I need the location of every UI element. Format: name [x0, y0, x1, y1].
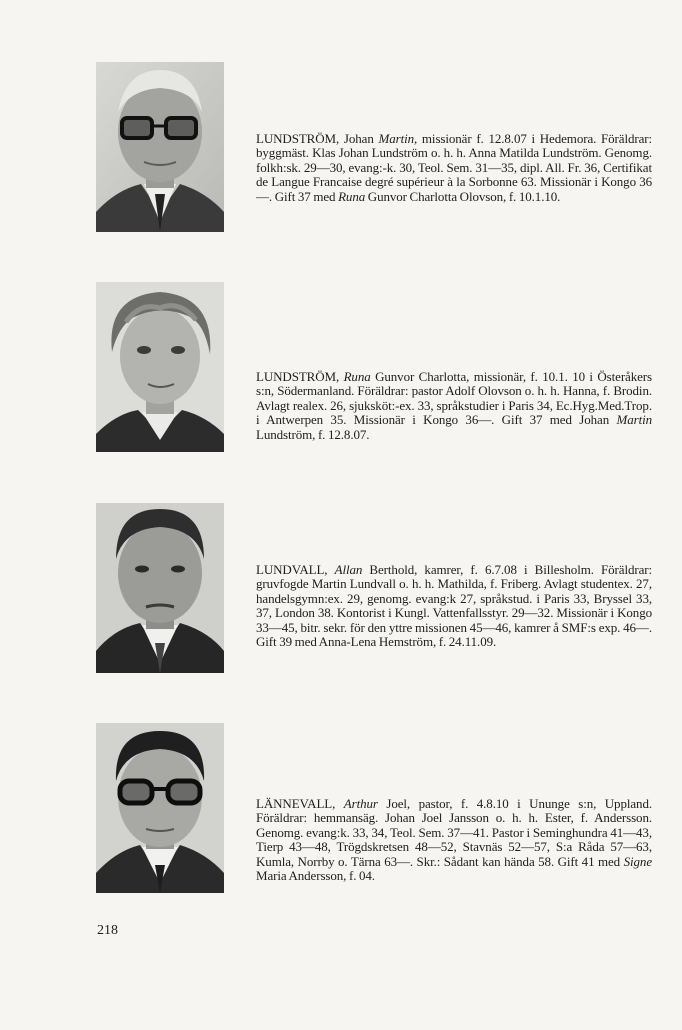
given-name-called: Martin,: [378, 131, 418, 146]
portrait-man-glasses-image: [96, 723, 224, 893]
page-number: 218: [97, 923, 118, 938]
spouse-name-called: Martin: [616, 412, 652, 428]
given-name-called: Allan: [334, 562, 363, 577]
portrait-man-glasses-image: [96, 62, 224, 232]
portrait-woman-image: [96, 282, 224, 452]
portrait-photo: [96, 62, 224, 232]
portrait-man-image: [96, 503, 224, 673]
biography-text: LUNDSTRÖM, Johan Martin, missionär f. 12.8.07 i Hedemora. Föräldrar: byggmäst. Klas Johan Lundström o. h. h. Anna Matilda Lundström. Genomg. folkh:sk. 29—30, evang:-k. 30, Teol. Sem. 31—35, dipl. All. Fr. 36, Certifikat de Langue Francaise degré supérieur à la Sorbonne 63. Missionär i Kongo 36—. Gift 37 med Runa Gunvor Charlotta Olovson, f. 10.1.10.: [256, 131, 652, 204]
bio-body-end: Lundström, f. 12.8.07.: [256, 426, 370, 442]
portrait-photo: [96, 723, 224, 893]
bio-body-end: Maria Andersson, f. 04.: [256, 868, 375, 884]
given-name-called: Runa: [343, 369, 371, 384]
bio-body-end: Gunvor Charlotta Olovson, f. 10.1.10.: [365, 188, 561, 204]
biography-text: LÄNNEVALL, Arthur Joel, pastor, f. 4.8.10 i Ununge s:n, Uppland. Föräldrar: hemmansäg. Johan Joel Jansson o. h. h. Ester, f. Andersson. Genomg. evang:k. 33, 34, Teol. Sem. 37—41. Pastor i Seminghundra 41—43, Tierp 43—48, Trögdskretsen 48—52, Stavnäs 52—57, S:a Råda 57—63, Kumla, Norrby o. Tärna 63—. Skr.: Sådant kan hända 58. Gift 41 med Signe Maria Andersson, f. 04.: [256, 796, 652, 884]
surname: LUNDVALL: [256, 562, 325, 577]
bio-body: Gunvor Charlotta, missionär, f. 10.1. 10 i Österåkers s:n, Södermanland. Föräldrar: pastor Adolf Olovson o. h. h. Hanna, f. Brodin. Avlagt realex. 26, sjuksköt:-ex. 33, språkstudier i Paris 34, Ec.Hyg.Med.Trop. i Antwerpen 35. Missionär i Kongo 36—. Gift 37 med Johan: [256, 369, 652, 428]
given-name: Johan: [343, 131, 379, 146]
portrait-photo: [96, 503, 224, 673]
bio-body: missionär f. 12.8.07 i Hedemora. Föräldrar: byggmäst. Klas Johan Lundström o. h. h. Anna Matilda Lundström. Genomg. folkh:sk. 29—30, evang:-k. 30, Teol. Sem. 31—35, dipl. All. Fr. 36, Certifikat de Langue Francaise degré supérieur à la Sorbonne 63. Missionär i Kongo 36—. Gift 37 med: [256, 131, 652, 204]
surname: LUNDSTRÖM: [256, 369, 336, 384]
portrait-photo: [96, 282, 224, 452]
surname: LUNDSTRÖM: [256, 131, 336, 146]
biography-text: LUNDVALL, Allan Berthold, kamrer, f. 6.7.08 i Billesholm. Föräldrar: gruvfogde Martin Lundvall o. h. h. Mathilda, f. Friberg. Avlagt studentex. 27, handelsgymn:ex. 29, genomg. evang:k 27, språkstud. i Paris 33, Bryssel 33, 37, London 38. Kontorist i Kungl. Vattenfallsstyr. 29—32. Missionär i Kongo 33—45, bitr. sekr. för den yttre missionen 45—46, kamrer å SMF:s exp. 46—. Gift 39 med Anna-Lena Hemström, f. 24.11.09.: [256, 562, 652, 650]
given-name-called: Arthur: [343, 796, 378, 811]
surname: LÄNNEVALL: [256, 796, 333, 811]
bio-body: Joel, pastor, f. 4.8.10 i Ununge s:n, Uppland. Föräldrar: hemmansäg. Johan Joel Jansson o. h. h. Ester, f. Andersson. Genomg. evang:k. 33, 34, Teol. Sem. 37—41. Pastor i Seminghundra 41—43, Tierp 43—48, Trögdskretsen 48—52, Stavnäs 52—57, S:a Råda 57—63, Kumla, Norrby o. Tärna 63—. Skr.: Sådant kan hända 58. Gift 41 med: [256, 796, 652, 869]
biography-text: LUNDSTRÖM, Runa Gunvor Charlotta, missionär, f. 10.1. 10 i Österåkers s:n, Södermanland. Föräldrar: pastor Adolf Olovson o. h. h. Hanna, f. Brodin. Avlagt realex. 26, sjuksköt:-ex. 33, språkstudier i Paris 34, Ec.Hyg.Med.Trop. i Antwerpen 35. Missionär i Kongo 36—. Gift 37 med Johan Martin Lundström, f. 12.8.07.: [256, 369, 652, 442]
bio-body: Berthold, kamrer, f. 6.7.08 i Billesholm. Föräldrar: gruvfogde Martin Lundvall o. h. h. Mathilda, f. Friberg. Avlagt studentex. 27, handelsgymn:ex. 29, genomg. evang:k 27, språkstud. i Paris 33, Bryssel 33, 37, London 38. Kontorist i Kungl. Vattenfallsstyr. 29—32. Missionär i Kongo 33—45, bitr. sekr. för den yttre missionen 45—46, kamrer å SMF:s exp. 46—. Gift 39 med Anna-Lena Hemström, f. 24.11.09.: [256, 562, 652, 650]
spouse-name-called: Signe: [623, 853, 652, 869]
spouse-name-called: Runa: [338, 188, 366, 204]
